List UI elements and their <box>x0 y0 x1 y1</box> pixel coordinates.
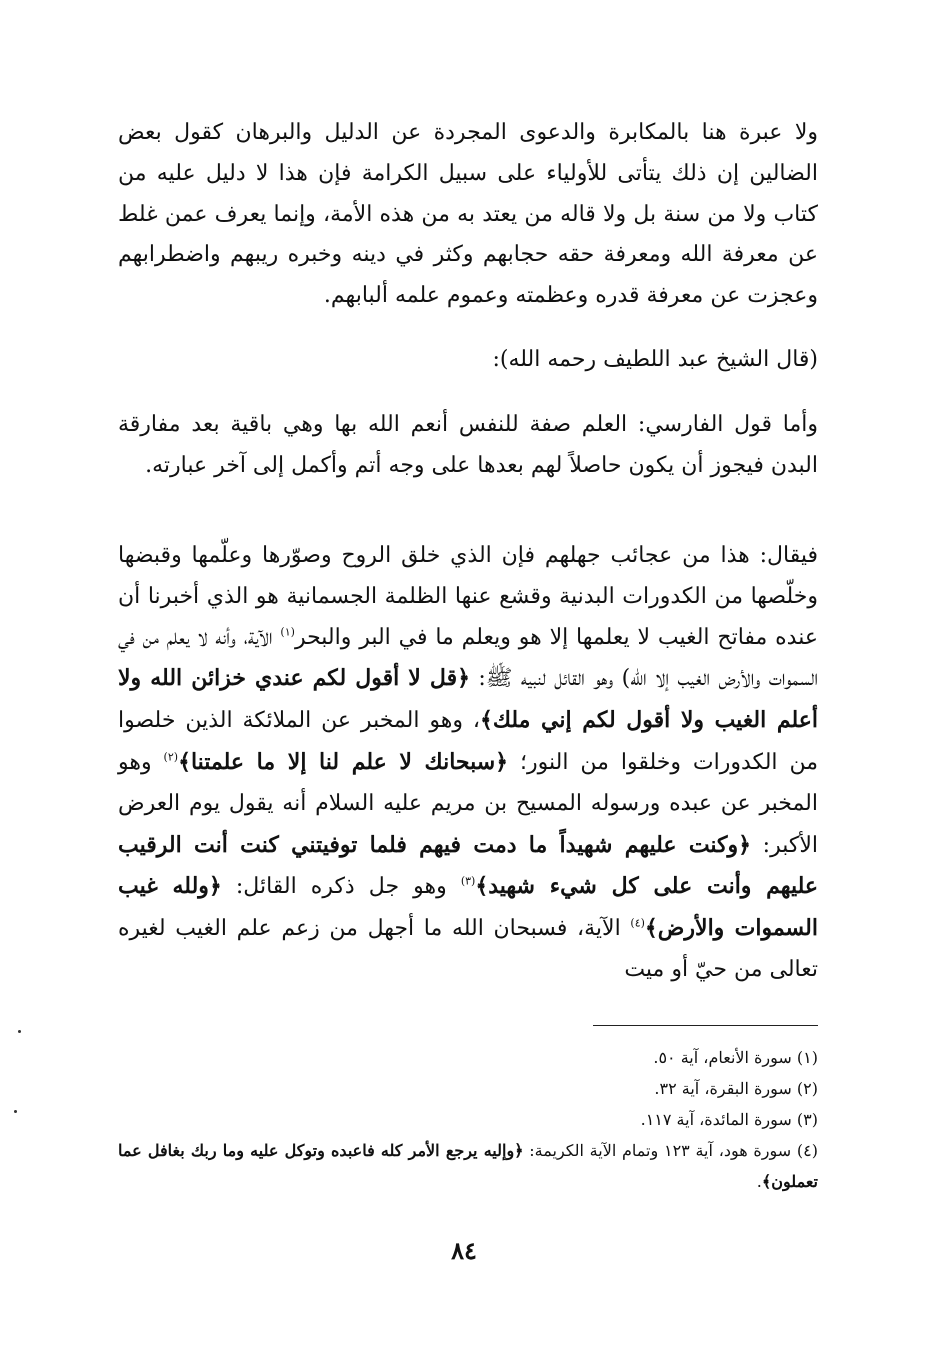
text-run: فيقال: هذا من عجائب جهلهم فإن الذي خلق الروح وصوّرها وعلّمها وقبضها وخلّصها من الكدورات البدنية وقشع عنها الظلمة الجسمانية هو الذي أخبرنا أن عنده مفاتح الغيب لا يعلمها إلا هو ويعلم ما في البر والبحر <box>118 543 818 650</box>
footnote-divider <box>593 1025 818 1026</box>
quran-quote: ﴿وإليه يرجع الأمر كله فاعبده وتوكل عليه وما ربك بغافل عما تعملون﴾ <box>118 1141 818 1191</box>
quran-quote: ﴿سبحانك لا علم لنا إلا ما علمتنا﴾ <box>178 748 509 775</box>
text-run: وهو المخبر عن عبده ورسوله المسيح بن مريم عليه السلام أنه يقول يوم العرض الأكبر: <box>118 749 818 858</box>
text-run: الآية، فسبحان الله ما أجهل من زعم علم الغيب لغيره تعالى من حيّ أو ميت <box>118 916 818 982</box>
quran-quote: ﴿قل لا أقول لكم عندي خزائن الله ولا أعلم الغيب ولا أقول لكم إني ملك﴾ <box>118 665 818 734</box>
footnote-ref[interactable]: (٢) <box>163 750 179 764</box>
text-run: وهو جل ذكره القائل: <box>221 874 461 900</box>
footnote-1: (١) سورة الأنعام، آية ٥٠. <box>653 1048 818 1067</box>
paragraph-text: ولا عبرة هنا بالمكابرة والدعوى المجردة عن الدليل والبرهان كقول بعض الضالين إن ذلك يتأتى للأولياء على سبيل الكرامة فإن هذا لا دليل عليه من كتاب ولا من سنة بل ولا قاله من يعتد به من هذه الأمة، وإنما يعرف عمن غلط عن معرفة الله ومعرفة حقه حجابهم وكثر في دينه وخبره ريبهم واضطرابهم وعجزت عن معرفة قدره وعظمته وعموم علمه ألبابهم. <box>118 120 818 309</box>
page-number: ٨٤ <box>451 1236 477 1265</box>
footnote-ref[interactable]: (٤) <box>630 916 645 930</box>
scan-speck <box>14 1110 17 1113</box>
footnotes <box>118 1042 818 1197</box>
section-heading: (قال الشيخ عبد اللطيف رحمه الله): <box>492 347 818 372</box>
paragraph-text: وأما قول الفارسي: العلم صفة للنفس أنعم الله بها وهي باقية بعد مفارقة البدن فيجوز أن يكون حاصلاً لهم بعدها على وجه أتم وأكمل إلى آخر عبارته. <box>118 412 818 478</box>
paragraph-text <box>118 536 818 991</box>
footnote-ref[interactable]: (١) <box>280 625 295 639</box>
footnote-text: (٤) سورة هود، آية ١٢٣ وتمام الآية الكريمة: <box>523 1141 819 1160</box>
text-run: ، وهو المخبر عن الملائكة الذين خلصوا من الكدورات وخلقوا من النور؛ <box>118 708 818 775</box>
paragraph-intro <box>118 113 818 317</box>
quran-quote: ﴿ولله غيب السموات والأرض﴾ <box>118 873 818 942</box>
paragraph-farisi <box>118 405 818 487</box>
footnote-3: (٣) سورة المائدة، آية ١١٧. <box>640 1110 818 1129</box>
scan-speck <box>18 1030 21 1033</box>
quran-quote: ﴿وكنت عليهم شهيداً ما دمت فيهم فلما توفيتني كنت أنت الرقيب عليهم وأنت على كل شيء شهيد﴾ <box>118 831 819 900</box>
text-run: الآية، وأنه لا يعلم من في السموات والأرض الغيب إلا الله) وهو القائل لنبيه ﷺ: <box>118 624 818 692</box>
footnote-ref[interactable]: (٣) <box>460 875 476 889</box>
footnote-4 <box>118 1135 818 1197</box>
paragraph-response <box>118 536 818 991</box>
footnote-2: (٢) سورة البقرة، آية ٣٢. <box>654 1079 818 1098</box>
footnote-text: . <box>756 1172 762 1191</box>
paragraph-heading <box>118 340 818 381</box>
